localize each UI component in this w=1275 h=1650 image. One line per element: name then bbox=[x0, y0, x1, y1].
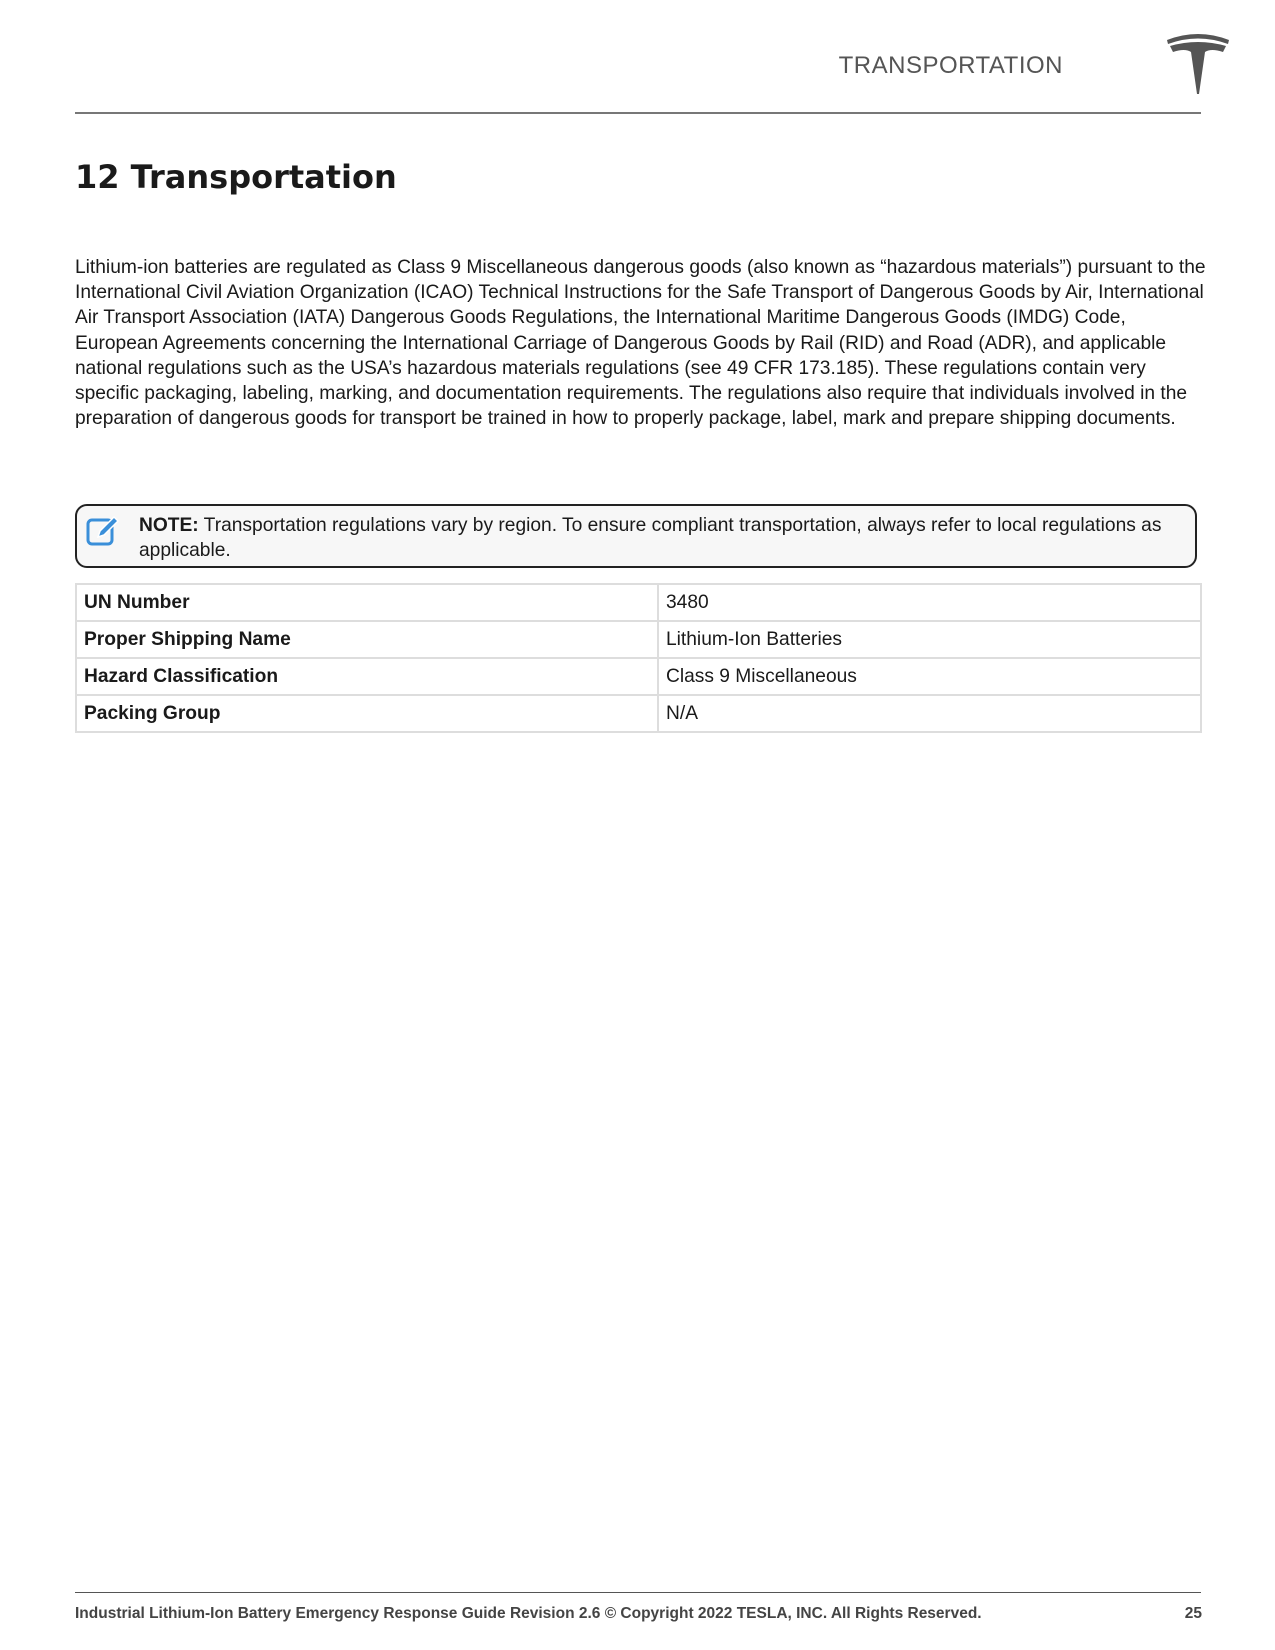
row-key: UN Number bbox=[76, 584, 658, 621]
row-value: 3480 bbox=[658, 584, 1201, 621]
footer-divider bbox=[75, 1592, 1201, 1593]
row-key: Packing Group bbox=[76, 695, 658, 732]
header-divider bbox=[75, 112, 1201, 114]
body-paragraph: Lithium-ion batteries are regulated as Class 9 Miscellaneous dangerous goods (also known as “hazardous materials”) pursuant to the International Civil Aviation Organization (ICAO) Technical Instructions for the Safe Transport of Dangerous Goods by Air, International Air Transport Association (IATA) Dangerous Goods Regulations, the International Maritime Dangerous Goods (IMDG) Code, European Agreements concerning the International Carriage of Dangerous Goods by Rail (RID) and Road (ADR), and applicable national regulations such as the USA’s hazardous materials regulations (see 49 CFR 173.185). These regulations contain very specific packaging, labeling, marking, and documentation requirements. The regulations also require that individuals involved in the preparation of dangerous goods for transport be trained in how to properly package, label, mark and prepare shipping documents. bbox=[75, 257, 1206, 430]
page-number: 25 bbox=[1184, 1605, 1202, 1622]
table-row bbox=[76, 695, 1201, 732]
row-key: Hazard Classification bbox=[76, 658, 658, 695]
row-value: N/A bbox=[658, 695, 1201, 732]
section-header: TRANSPORTATION bbox=[838, 52, 1063, 79]
edit-note-icon bbox=[85, 514, 121, 548]
note-body: Transportation regulations vary by region. To ensure compliant transportation, always refer to local regulations as applicable. bbox=[139, 515, 1162, 562]
row-key: Proper Shipping Name bbox=[76, 621, 658, 658]
note-box bbox=[75, 504, 1197, 568]
note-label: NOTE: bbox=[139, 515, 199, 536]
note-text bbox=[139, 513, 1183, 563]
tesla-logo-icon bbox=[1165, 30, 1231, 94]
table-row bbox=[76, 658, 1201, 695]
table-row bbox=[76, 584, 1201, 621]
table-row bbox=[76, 621, 1201, 658]
row-value: Lithium-Ion Batteries bbox=[658, 621, 1201, 658]
footer-text: Industrial Lithium-Ion Battery Emergency Response Guide Revision 2.6 © Copyright 2022 TESLA, INC. All Rights Reserved. bbox=[75, 1605, 982, 1622]
row-value: Class 9 Miscellaneous bbox=[658, 658, 1201, 695]
shipping-info-table bbox=[75, 583, 1202, 733]
page-title: 12 Transportation bbox=[75, 158, 397, 196]
